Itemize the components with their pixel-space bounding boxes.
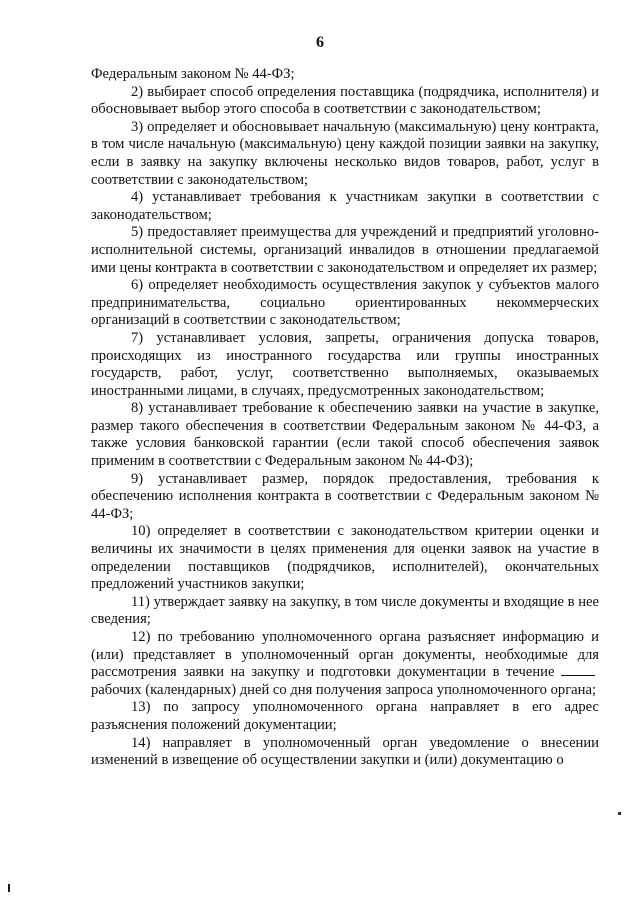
- page-number: 6: [316, 34, 324, 51]
- paragraph-item-11: 11) утверждает заявку на закупку, в том числе документы и входящие в нее сведения;: [91, 593, 599, 628]
- paragraph-item-12: [91, 629, 599, 699]
- paragraph-item-6: 6) определяет необходимость осуществления закупок у субъектов малого предпринимательства, социально ориентированных некоммерческих организаций в соответствии с законодательством;: [91, 277, 599, 329]
- paragraph-item-7: 7) устанавливает условия, запреты, ограничения допуска товаров, происходящих из иностранного государства или группы иностранных государств, работ, услуг, соответственно выполняемых, оказываемых иностранными лицами, в случаях, предусмотренных законодательством;: [91, 329, 599, 399]
- blank-field: [561, 664, 595, 676]
- document-body: [91, 66, 599, 770]
- paragraph-item-10: 10) определяет в соответствии с законодательством критерии оценки и величины их значимости в целях применения для оценки заявок на участие в определении поставщиков (подрядчиков, исполнителей), окончательных предложений участников закупки;: [91, 523, 599, 593]
- paragraph-item-13: 13) по запросу уполномоченного органа направляет в его адрес разъяснения положений документации;: [91, 699, 599, 733]
- paragraph-continuation: Федеральным законом № 44-ФЗ;: [91, 66, 295, 82]
- scan-speck: [618, 812, 621, 815]
- paragraph-item-3: 3) определяет и обосновывает начальную (максимальную) цену контракта, в том числе начальную (максимальную) цену каждой позиции заявки на закупку, если в заявку на закупку включены несколько видов товаров, работ, услуг в соответствии с законодательством;: [91, 118, 599, 188]
- paragraph-item-14: 14) направляет в уполномоченный орган уведомление о внесении изменений в извещение об осуществлении закупки и (или) документацию о: [91, 734, 599, 769]
- paragraph-item-4: 4) устанавливает требования к участникам закупки в соответствии с законодательством;: [91, 189, 599, 223]
- paragraph-item-9: 9) устанавливает размер, порядок предоставления, требования к обеспечению исполнения контракта в соответствии с Федеральным законом № 44-ФЗ;: [91, 470, 599, 522]
- paragraph-item-12-text: 12) по требованию уполномоченного органа разъясняет информацию и (или) представляет в уполномоченный орган документы, необходимые для рассмотрения заявки на закупку и подготовки документации в течение: [91, 629, 599, 681]
- paragraph-item-2: 2) выбирает способ определения поставщика (подрядчика, исполнителя) и обосновывает выбор этого способа в соответствии с законодательством;: [91, 83, 599, 118]
- scan-margin-mark: [8, 884, 10, 892]
- paragraph-item-12-tail: рабочих (календарных) дней со дня получения запроса уполномоченного органа;: [91, 681, 596, 698]
- paragraph-item-8: 8) устанавливает требование к обеспечению заявки на участие в закупке, размер такого обеспечения в соответствии Федеральным законом № 44-ФЗ, а также условия банковской гарантии (если такой способ обеспечения заявок применим в соответствии с Федеральным законом № 44-ФЗ);: [91, 400, 599, 470]
- paragraph-item-5: 5) предоставляет преимущества для учреждений и предприятий уголовно-исполнительной системы, организаций инвалидов в отношении предлагаемой ими цены контракта в соответствии с законодательством и определяет их размер;: [91, 224, 599, 276]
